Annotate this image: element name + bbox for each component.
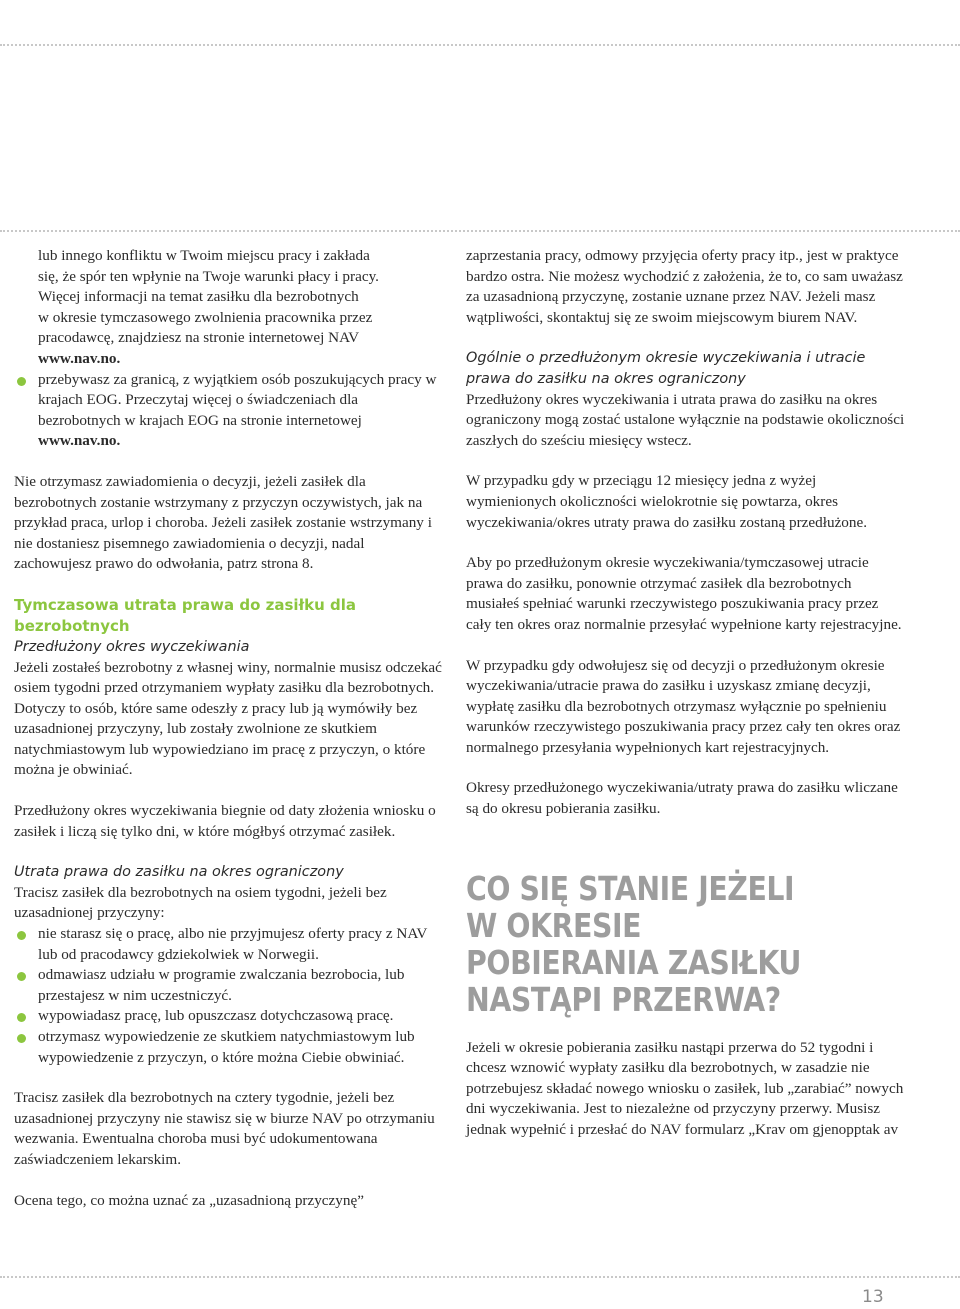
intro-line: lub innego konfliktu w Twoim miejscu pracy i zakłada [38,247,370,264]
top-dotted-rule [0,44,960,46]
paragraph: Przedłużony okres wyczekiwania biegnie od daty złożenia wniosku o zasiłek i liczą się tylko dni, w które mógłbyś otrzymać zasiłek. [14,802,436,840]
intro-block [14,246,442,370]
paragraph: Jeżeli w okresie pobierania zasiłku nastąpi przerwa do 52 tygodni i chcesz wznowić wypłaty zasiłku dla bezrobotnych, w zasadzie nie potrzebujesz składać nowego wniosku o zasiłek, lub „zarabiać” nowych dni wyczekiwania. Jest to niezależne od przyczyny przerwy. Musisz jednak wypełnić i przesłać do NAV formularz „Krav om gjenopptak av [466,1038,904,1139]
paragraph: W przypadku gdy odwołujesz się od decyzji o przedłużonym okresie wyczekiwania/utracie prawa do zasiłku i uzyskasz zmianę decyzji, wypłatę zasiłku dla bezrobotnych otrzymasz wyłącznie po spełnieniu warunków rzeczywistego poszukiwania pracy przez cały ten okres oraz normalnego przesyłania wypełnionych kart rejestracyjnych. [466,656,901,756]
section-heading: Tymczasowa utrata prawa do zasiłku dla bezrobotnych [14,595,357,635]
bullet-text: przebywasz za granicą, z wyjątkiem osób poszukujących pracy w krajach EOG. Przeczytaj więcej o świadczeniach dla bezrobotnych w krajach EOG na stronie internetowej [38,370,437,429]
list-item: odmawiasz udziału w programie zwalczania bezrobocia, lub przestajesz w nim uczestniczyć. [38,965,442,1006]
paragraph: W przypadku gdy w przeciągu 12 miesięcy jedna z wyżej wymienionych okoliczności wielokrotnie się powtarza, okres wyczekiwania/okres utraty prawa do zasiłku zostaną przedłużone. [466,472,868,531]
list-item: otrzymasz wypowiedzenie ze skutkiem natychmiastowym lub wypowiedzenie z przyczyn, o które można Ciebie obwiniać. [38,1027,442,1068]
section-big-heading: CO SIĘ STANIE JEŻELI W OKRESIE POBIERANIA ZASIŁKU NASTĄPI PRZERWA? [466,868,802,1019]
paragraph: Okresy przedłużonego wyczekiwania/utraty prawa do zasiłku wliczane są do okresu pobierania zasiłku. [466,779,898,818]
left-column [14,246,442,1211]
nav-link[interactable]: www.nav.no. [38,432,121,450]
paragraph: Tracisz zasiłek dla bezrobotnych na cztery tygodnie, jeżeli bez uzasadnionej przyczyny nie stawisz się w biurze NAV po otrzymaniu wezwania. Ewentualna choroba musi być udokumentowana zaświadczeniem lekarskim. [14,1089,435,1168]
nav-link[interactable]: www.nav.no. [38,349,121,367]
paragraph: Przedłużony okres wyczekiwania i utrata prawa do zasiłku na okres ograniczony mogą zostać ustalone wyłącznie na podstawie okoliczności zaszłych do sześciu miesięcy wstecz. [466,390,905,449]
paragraph: zaprzestania pracy, odmowy przyjęcia oferty pracy itp., jest w praktyce bardzo ostra. Nie możesz wychodzić z założenia, że to, co sam uważasz za uzasadnioną przyczynę, zostanie uznane przez NAV. Jeżeli masz wątpliwości, skontaktuj się ze swoim miejscowym biurem NAV. [466,247,903,326]
list-item: nie starasz się o pracę, albo nie przyjmujesz oferty pracy z NAV lub od pracodawcy gdziekolwiek w Norwegii. [38,924,442,965]
paragraph: Aby po przedłużonym okresie wyczekiwania/tymczasowej utracie prawa do zasiłku, ponownie otrzymać zasiłek dla bezrobotnych musiałeś spełniać warunki rzeczywistego poszukiwania pracy przez cały ten okres oraz normalnie przesyłać wypełnione karty rejestracyjne. [466,554,902,633]
header-dotted-rule [0,230,960,232]
intro-line: w okresie tymczasowego zwolnienia pracownika przez [38,308,373,326]
subheading: Utrata prawa do zasiłku na okres ograniczony [14,864,344,881]
subheading: Ogólnie o przedłużonym okresie wyczekiwania i utracie prawa do zasiłku na okres ograniczony [466,350,866,387]
footer-dotted-rule [0,1276,960,1278]
list-item [38,370,442,452]
list-item: wypowiadasz pracę, lub opuszczasz dotychczasową pracę. [38,1006,442,1027]
page-number: 13 [862,1287,884,1307]
subheading: Przedłużony okres wyczekiwania [14,638,250,655]
intro-line: Więcej informacji na temat zasiłku dla bezrobotnych [38,288,359,306]
intro-line: się, że spór ten wpłynie na Twoje warunki płacy i pracy. [38,267,379,285]
notice-paragraph: Nie otrzymasz zawiadomienia o decyzji, jeżeli zasiłek dla bezrobotnych zostanie wstrzymany z przyczyn oczywistych, jak na przykład praca, urlop i choroba. Jeżeli zasiłek zostanie wstrzymany i nie dostaniesz pisemnego zawiadomienia o decyzji, nadal zachowujesz prawo do odwołania, patrz strona 8. [14,472,432,573]
right-column [466,246,906,1141]
abroad-bullet-list [14,370,442,452]
reasons-bullet-list [14,924,442,1068]
paragraph: Ocena tego, co można uznać za „uzasadnioną przyczynę” [14,1191,364,1209]
paragraph: Jeżeli zostałeś bezrobotny z własnej winy, normalnie musisz odczekać osiem tygodni przed otrzymaniem wypłaty zasiłku dla bezrobotnych. Dotyczy to osób, które same odeszły z pracy lub ją wymówiły bez uzasadnionej przyczyny, lub zostały zwolnione ze skutkiem natychmiastowym lub wypowiedziano im pracę z przyczyn, o które można je obwiniać. [14,658,442,779]
intro-line: pracodawcę, znajdziesz na stronie internetowej NAV [38,329,360,347]
paragraph: Tracisz zasiłek dla bezrobotnych na osiem tygodni, jeżeli bez uzasadnionej przyczyny: [14,883,387,922]
